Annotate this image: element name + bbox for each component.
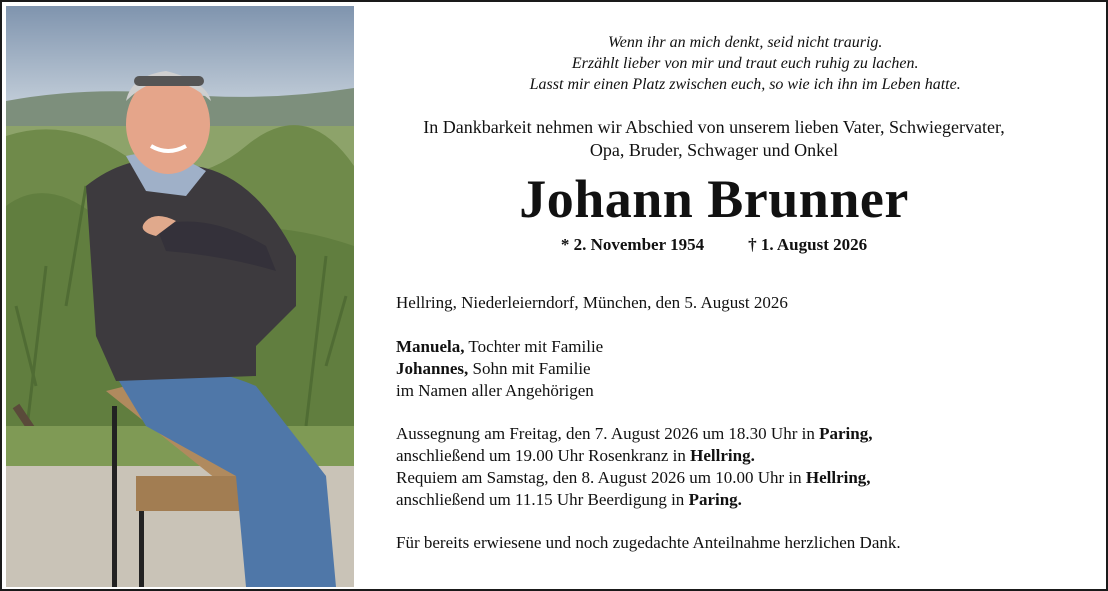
service-location: Paring. bbox=[688, 490, 742, 509]
poem-line: Erzählt lieber von mir und traut euch ruhig zu lachen. bbox=[571, 55, 919, 72]
service-line bbox=[396, 489, 872, 511]
service-line bbox=[396, 467, 872, 489]
place-date: Hellring, Niederleierndorf, München, den 5. August 2026 bbox=[396, 293, 788, 312]
intro-line: Opa, Bruder, Schwager und Onkel bbox=[589, 140, 839, 160]
family-signatures bbox=[396, 336, 603, 402]
service-line bbox=[396, 445, 872, 467]
life-dates bbox=[354, 235, 1074, 255]
service-location: Hellring. bbox=[690, 446, 755, 465]
family-relation: Sohn mit Familie bbox=[468, 359, 591, 378]
poem-line: Wenn ihr an mich denkt, seid nicht traurig. bbox=[607, 34, 883, 51]
service-details bbox=[396, 423, 872, 511]
service-text: Requiem am Samstag, den 8. August 2026 um 10.00 Uhr in bbox=[396, 468, 806, 487]
poem-line: Lasst mir einen Platz zwischen euch, so wie ich ihn im Leben hatte. bbox=[529, 76, 961, 93]
family-line bbox=[396, 336, 603, 358]
death-date: † 1. August 2026 bbox=[748, 235, 868, 254]
family-line bbox=[396, 358, 603, 380]
service-line bbox=[396, 423, 872, 445]
family-name: Johannes, bbox=[396, 359, 469, 378]
service-location: Paring, bbox=[819, 424, 873, 443]
intro-line: In Dankbarkeit nehmen wir Abschied von unserem lieben Vater, Schwiegervater, bbox=[423, 117, 1005, 137]
birth-date: * 2. November 1954 bbox=[560, 235, 705, 254]
poem-quote bbox=[294, 32, 1108, 95]
deceased-name: Johann Brunner bbox=[519, 169, 909, 229]
obituary-text bbox=[354, 2, 1106, 589]
family-relation: Tochter mit Familie bbox=[464, 337, 604, 356]
service-text: Aussegnung am Freitag, den 7. August 2026 um 18.30 Uhr in bbox=[396, 424, 820, 443]
intro-text bbox=[314, 116, 1108, 162]
service-text: anschließend um 11.15 Uhr Beerdigung in bbox=[396, 490, 689, 509]
thanks-text: Für bereits erwiesene und noch zugedachte Anteilnahme herzlichen Dank. bbox=[396, 533, 901, 552]
family-line: im Namen aller Angehörigen bbox=[396, 381, 594, 400]
service-text: anschließend um 19.00 Uhr Rosenkranz in bbox=[396, 446, 691, 465]
service-location: Hellring, bbox=[805, 468, 871, 487]
family-name: Manuela, bbox=[396, 337, 465, 356]
